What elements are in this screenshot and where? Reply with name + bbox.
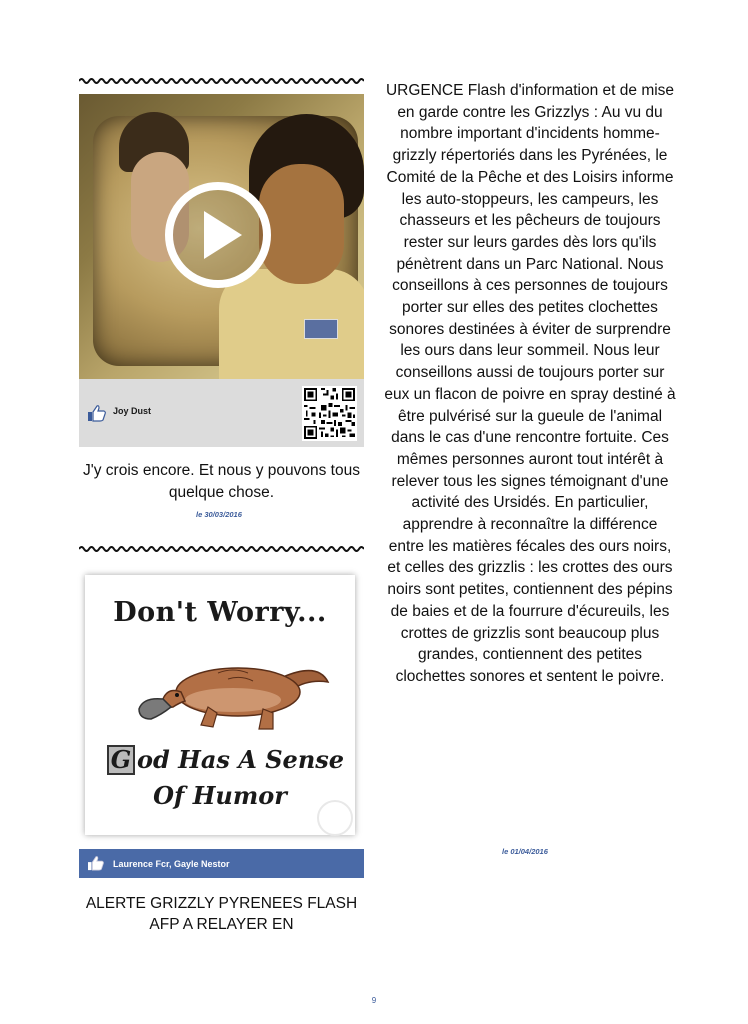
facebook-likes-bar <box>79 379 364 447</box>
likers-names: Laurence Fcr, Gayle Nestor <box>113 859 230 869</box>
meme-image <box>85 575 355 835</box>
separator-top <box>79 76 364 86</box>
facebook-likes-bar-blue <box>79 849 364 878</box>
qr-code <box>302 386 357 441</box>
likers-name: Joy Dust <box>113 406 152 416</box>
thumbs-up-icon[interactable] <box>87 404 107 422</box>
post-title: ALERTE GRIZZLY PYRENEES FLASH AFP A RELAYER EN <box>85 895 358 933</box>
meme-line-1: Don't Worry... <box>113 597 327 628</box>
separator-middle <box>79 544 364 554</box>
watermark-logo <box>317 800 353 836</box>
video-caption: J'y crois encore. Et nous y pouvons tous quelque chose. <box>83 462 360 501</box>
video-thumbnail[interactable] <box>79 94 364 379</box>
thumbs-up-icon[interactable] <box>87 855 105 871</box>
platypus-illustration <box>133 637 333 742</box>
article-date: le 01/04/2016 <box>502 847 548 856</box>
play-icon[interactable] <box>164 181 272 289</box>
meme-line-3: Of Humor <box>153 781 287 810</box>
article-text: URGENCE Flash d'information et de mise en garde contre les Grizzlys : Au vu du nombre important d'incidents homme-grizzly répertoriés dans les Pyrénées, le Comité de la Pêche et des Loisirs informe les auto-stoppeurs, les campeurs, les chasseurs et les pêcheurs de toujours rester sur leurs gardes dès lors qu'ils pénètrent dans un Parc National. Nous conseillons à ces personnes de toujours porter sur elles des petites clochettes sonores destinées à éviter de surprendre les ours dans leur sommeil. Nous leur conseillons aussi de toujours porter sur eux un flacon de poivre en spray destiné à être pulvérisé sur la gueule de l'animal dans le cas d'une rencontre fortuite. Ces mêmes personnes auront tout intérêt à relever tous les signes témoignant d'une activité des Ursidés. En particulier, apprendre à reconnaître la différence entre les matières fécales des ours noirs, et celles des grizzlis : les crottes des ours noirs sont petites, contiennent des pépins de baies et de la fourrure d'écureuils, les crottes de grizzlis sont beaucoup plus grandes, contiennent des petites clochettes sonores et sentent le poivre. <box>384 82 676 685</box>
post-date: le 30/03/2016 <box>196 510 242 519</box>
meme-line-2: G od Has A Sense <box>107 745 357 775</box>
decorative-initial: G <box>107 745 135 775</box>
page-number: 9 <box>371 996 377 1005</box>
